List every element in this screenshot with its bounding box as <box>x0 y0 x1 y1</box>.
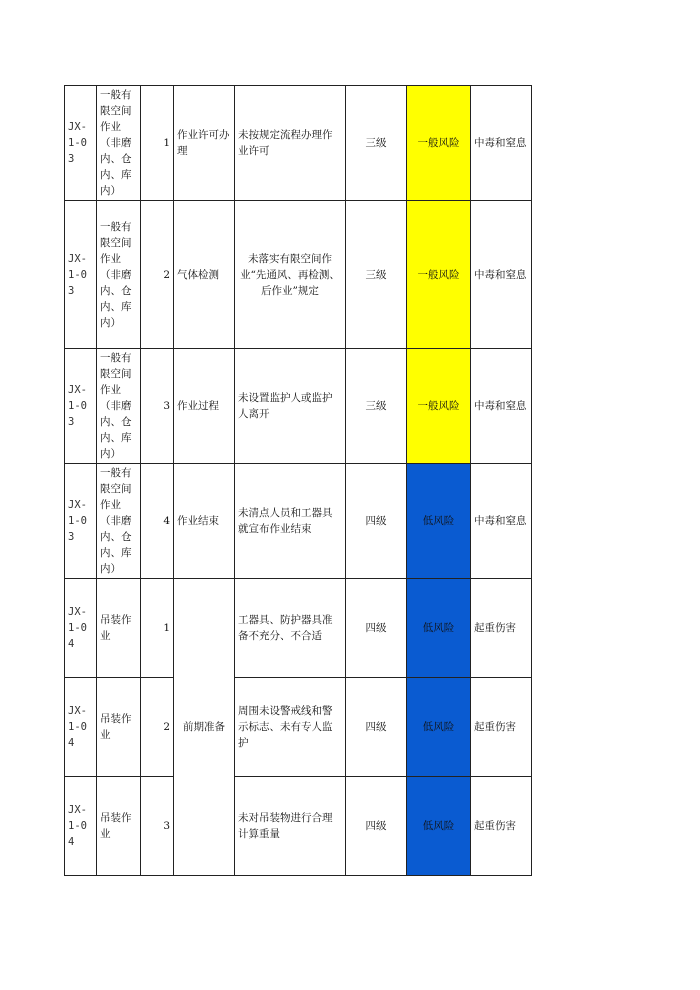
control-level: 三级 <box>346 86 407 201</box>
accident-type: 中毒和窒息 <box>471 464 532 579</box>
table-row <box>65 86 532 201</box>
step-number: 1 <box>141 86 174 201</box>
table-row <box>65 201 532 349</box>
work-step-merged: 前期准备 <box>174 579 235 876</box>
table-row <box>65 777 532 876</box>
work-code: JX-1-03 <box>65 349 97 464</box>
work-code: JX-1-03 <box>65 86 97 201</box>
control-level: 三级 <box>346 349 407 464</box>
hazard-description: 未对吊装物进行合理计算重量 <box>235 777 346 876</box>
accident-type: 起重伤害 <box>471 777 532 876</box>
work-type: 吊装作业 <box>97 579 141 678</box>
control-level: 四级 <box>346 777 407 876</box>
table-row <box>65 349 532 464</box>
control-level: 四级 <box>346 464 407 579</box>
risk-level-cell: 低风险 <box>407 464 471 579</box>
step-number: 3 <box>141 777 174 876</box>
risk-level-cell: 一般风险 <box>407 349 471 464</box>
work-code: JX-1-03 <box>65 464 97 579</box>
risk-level-cell: 低风险 <box>407 777 471 876</box>
table-row <box>65 678 532 777</box>
step-number: 1 <box>141 579 174 678</box>
step-number: 3 <box>141 349 174 464</box>
work-type: 一般有限空间作业（非磨内、仓内、库内） <box>97 86 141 201</box>
hazard-description: 未清点人员和工器具就宣布作业结束 <box>235 464 346 579</box>
table-row <box>65 464 532 579</box>
work-type: 一般有限空间作业（非磨内、仓内、库内） <box>97 201 141 349</box>
accident-type: 起重伤害 <box>471 678 532 777</box>
hazard-description: 未按规定流程办理作业许可 <box>235 86 346 201</box>
work-code: JX-1-04 <box>65 579 97 678</box>
hazard-description: 未设置监护人或监护人离开 <box>235 349 346 464</box>
step-number: 2 <box>141 678 174 777</box>
work-code: JX-1-03 <box>65 201 97 349</box>
risk-level-cell: 低风险 <box>407 678 471 777</box>
table-row <box>65 579 532 678</box>
hazard-description: 未落实有限空间作业“先通风、再检测、后作业”规定 <box>235 201 346 349</box>
accident-type: 中毒和窒息 <box>471 86 532 201</box>
control-level: 四级 <box>346 678 407 777</box>
work-type: 一般有限空间作业（非磨内、仓内、库内） <box>97 349 141 464</box>
work-type: 一般有限空间作业（非磨内、仓内、库内） <box>97 464 141 579</box>
work-code: JX-1-04 <box>65 777 97 876</box>
work-code: JX-1-04 <box>65 678 97 777</box>
accident-type: 中毒和窒息 <box>471 201 532 349</box>
work-step: 作业过程 <box>174 349 235 464</box>
work-step: 作业结束 <box>174 464 235 579</box>
work-type: 吊装作业 <box>97 678 141 777</box>
work-step: 气体检测 <box>174 201 235 349</box>
risk-level-cell: 一般风险 <box>407 86 471 201</box>
step-number: 4 <box>141 464 174 579</box>
work-step: 作业许可办理 <box>174 86 235 201</box>
risk-level-cell: 低风险 <box>407 579 471 678</box>
control-level: 四级 <box>346 579 407 678</box>
risk-assessment-table <box>64 85 532 876</box>
hazard-description: 周围未设警戒线和警示标志、未有专人监护 <box>235 678 346 777</box>
accident-type: 中毒和窒息 <box>471 349 532 464</box>
accident-type: 起重伤害 <box>471 579 532 678</box>
control-level: 三级 <box>346 201 407 349</box>
risk-level-cell: 一般风险 <box>407 201 471 349</box>
work-type: 吊装作业 <box>97 777 141 876</box>
step-number: 2 <box>141 201 174 349</box>
hazard-description: 工器具、防护器具准备不充分、不合适 <box>235 579 346 678</box>
